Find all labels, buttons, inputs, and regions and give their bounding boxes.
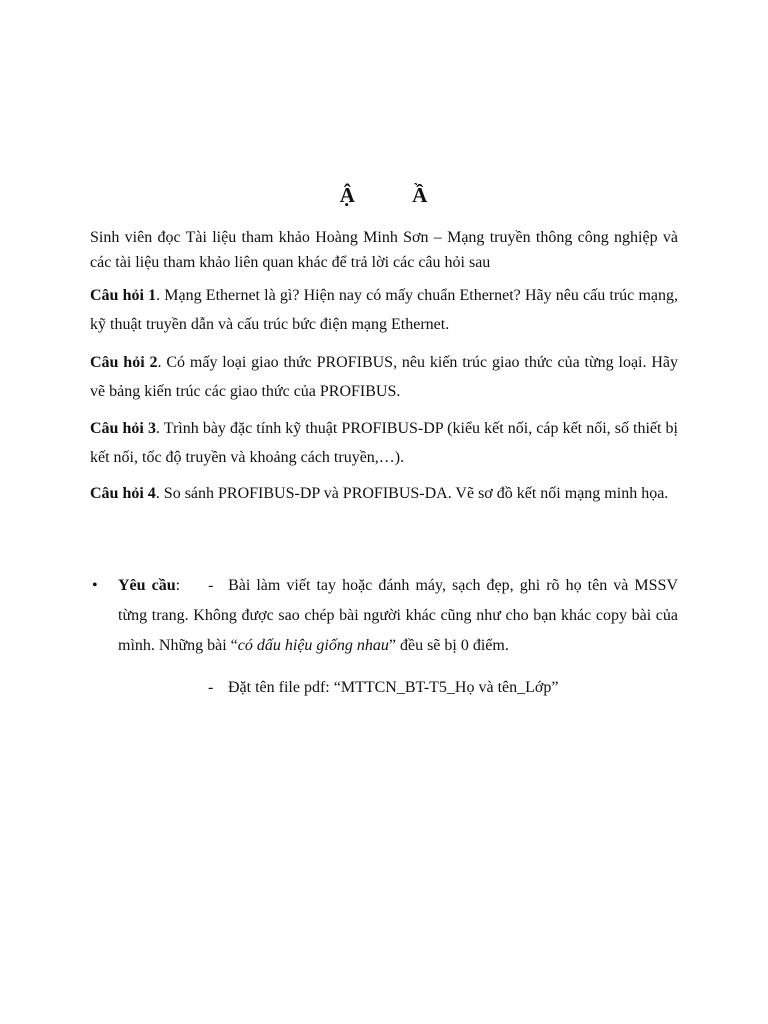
- requirements-colon: :: [175, 577, 181, 594]
- question-2-label: Câu hỏi 2: [90, 354, 158, 371]
- question-3-text: . Trình bày đặc tính kỹ thuật PROFIBUS-DP (kiểu kết nối, cáp kết nối, số thiết bị kết nối, tốc độ truyền và khoảng cách truyền,…).: [90, 420, 679, 466]
- requirement-item-2: [208, 677, 558, 699]
- question-3-label: Câu hỏi 3: [90, 420, 156, 437]
- question-4-text: . So sánh PROFIBUS-DP và PROFIBUS-DA. Vẽ sơ đồ kết nối mạng minh họa.: [155, 485, 669, 502]
- dash-marker-2: -: [208, 679, 214, 696]
- question-1-text: . Mạng Ethernet là gì? Hiện nay có mấy chuẩn Ethernet? Hãy nêu cấu trúc mạng, kỹ thuật truyền dẫn và cấu trúc bức điện mạng Ethernet.: [90, 287, 679, 333]
- requirement-2-text: Đặt tên file pdf: “MTTCN_BT-T5_Họ và tên_Lớp”: [228, 679, 559, 696]
- requirements-section: [90, 571, 679, 696]
- requirement-item-1: [90, 571, 678, 661]
- title-right-glyph: Ầ: [412, 183, 429, 207]
- document-title: [0, 183, 768, 208]
- dash-marker-1: -: [208, 577, 214, 594]
- question-1: [90, 281, 678, 339]
- question-2-text: . Có mấy loại giao thức PROFIBUS, nêu kiến trúc giao thức của từng loại. Hãy vẽ bảng kiến trúc các giao thức của PROFIBUS.: [90, 354, 679, 400]
- requirements-label: Yêu cầu: [118, 577, 176, 594]
- requirement-1-text-start: Bài làm viết tay hoặc đánh máy, sạch đẹp, ghi rõ họ tên và MSSV từng trang. Không được sao chép bài người khác cũng như cho bạn khác copy bài của mình. Những bài “: [118, 577, 679, 654]
- question-3: [90, 414, 678, 472]
- question-4-label: Câu hỏi 4: [90, 485, 156, 502]
- question-4: [90, 479, 678, 508]
- question-1-label: Câu hỏi 1: [90, 287, 157, 304]
- requirement-1-text-end: ” đều sẽ bị 0 điểm.: [388, 637, 509, 654]
- title-left-glyph: Ậ: [339, 183, 356, 207]
- requirement-1-italic: có dấu hiệu giống nhau: [237, 637, 389, 654]
- intro-paragraph: Sinh viên đọc Tài liệu tham khảo Hoàng Minh Sơn – Mạng truyền thông công nghiệp và các tài liệu tham khảo liên quan khác để trả lời các câu hỏi sau: [90, 229, 678, 271]
- bullet-icon: •: [92, 577, 98, 594]
- question-2: [90, 348, 678, 406]
